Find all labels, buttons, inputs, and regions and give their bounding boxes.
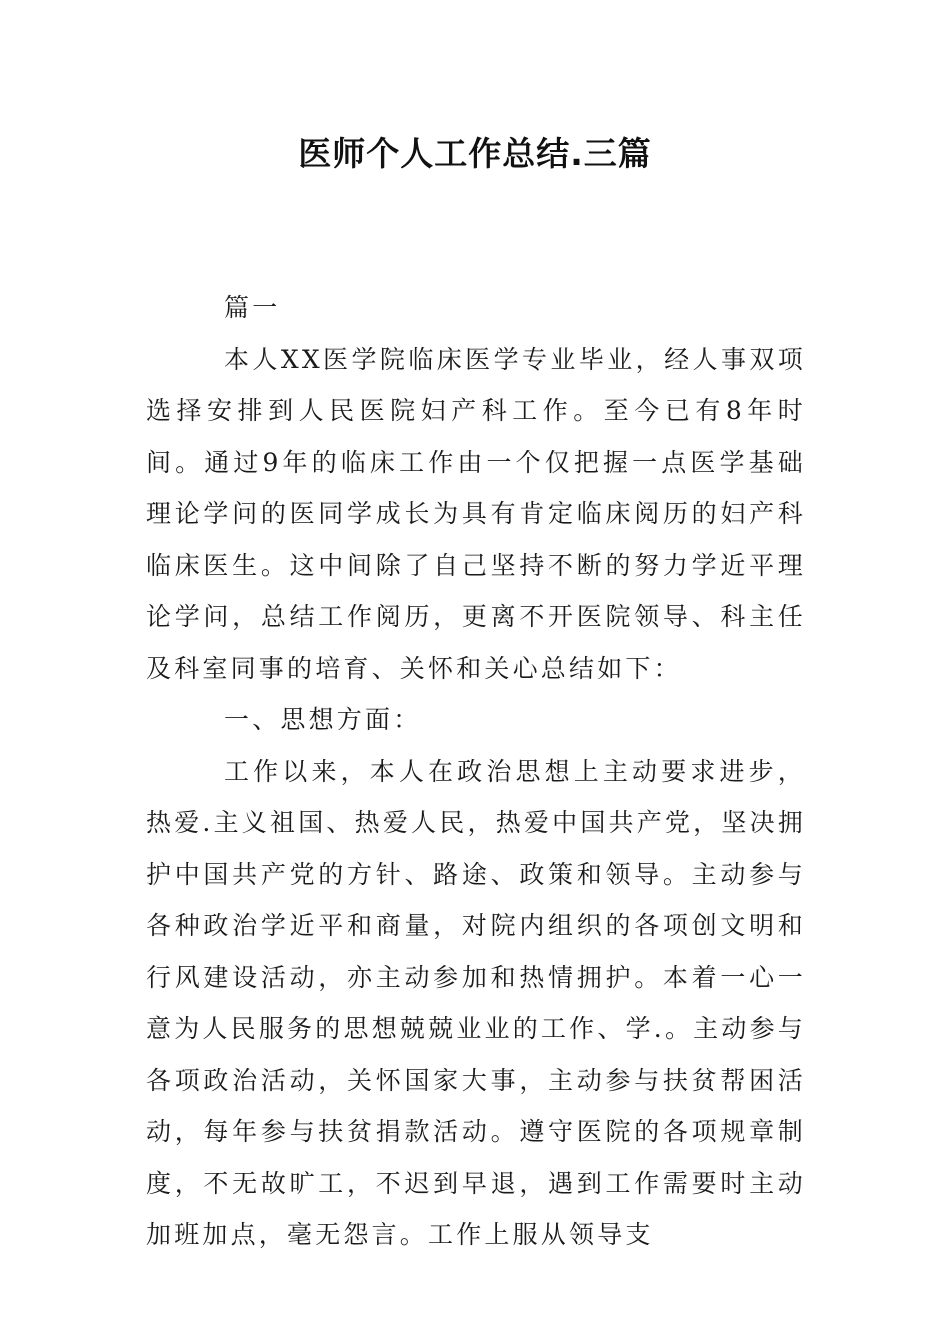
document-title: 医师个人工作总结.三篇	[298, 134, 652, 173]
section-heading-thought: 一、思想方面：	[224, 705, 422, 734]
body-paragraph-thought: 工作以来，本人在政治思想上主动要求进步，热爱.主义祖国、热爱人民，热爱中国共产党，坚决拥护中国共产党的方针、路途、政策和领导。主动参与各种政治学近平和商量，对院内组织的各项创文明和行风建设活动，亦主动参加和热情拥护。本着一心一意为人民服务的思想兢兢业业的工作、学.。主动参与各项政治活动，关怀国家大事，主动参与扶贫帮困活动，每年参与扶贫捐款活动。遵守医院的各项规章制度，不无故旷工，不迟到早退，遇到工作需要时主动加班加点，毫无怨言。工作上服从领导支	[146, 756, 806, 1249]
document-body	[146, 282, 806, 1261]
body-paragraph-intro: 本人XX医学院临床医学专业毕业，经人事双项选择安排到人民医院妇产科工作。至今已有8年时间。通过9年的临床工作由一个仅把握一点医学基础理论学问的医同学成长为具有肯定临床阅历的妇产科临床医生。这中间除了自己坚持不断的努力学近平理论学问，总结工作阅历，更离不开医院领导、科主任及科室同事的培育、关怀和关心总结如下：	[146, 344, 806, 683]
section-heading-part-one: 篇一	[224, 293, 281, 322]
